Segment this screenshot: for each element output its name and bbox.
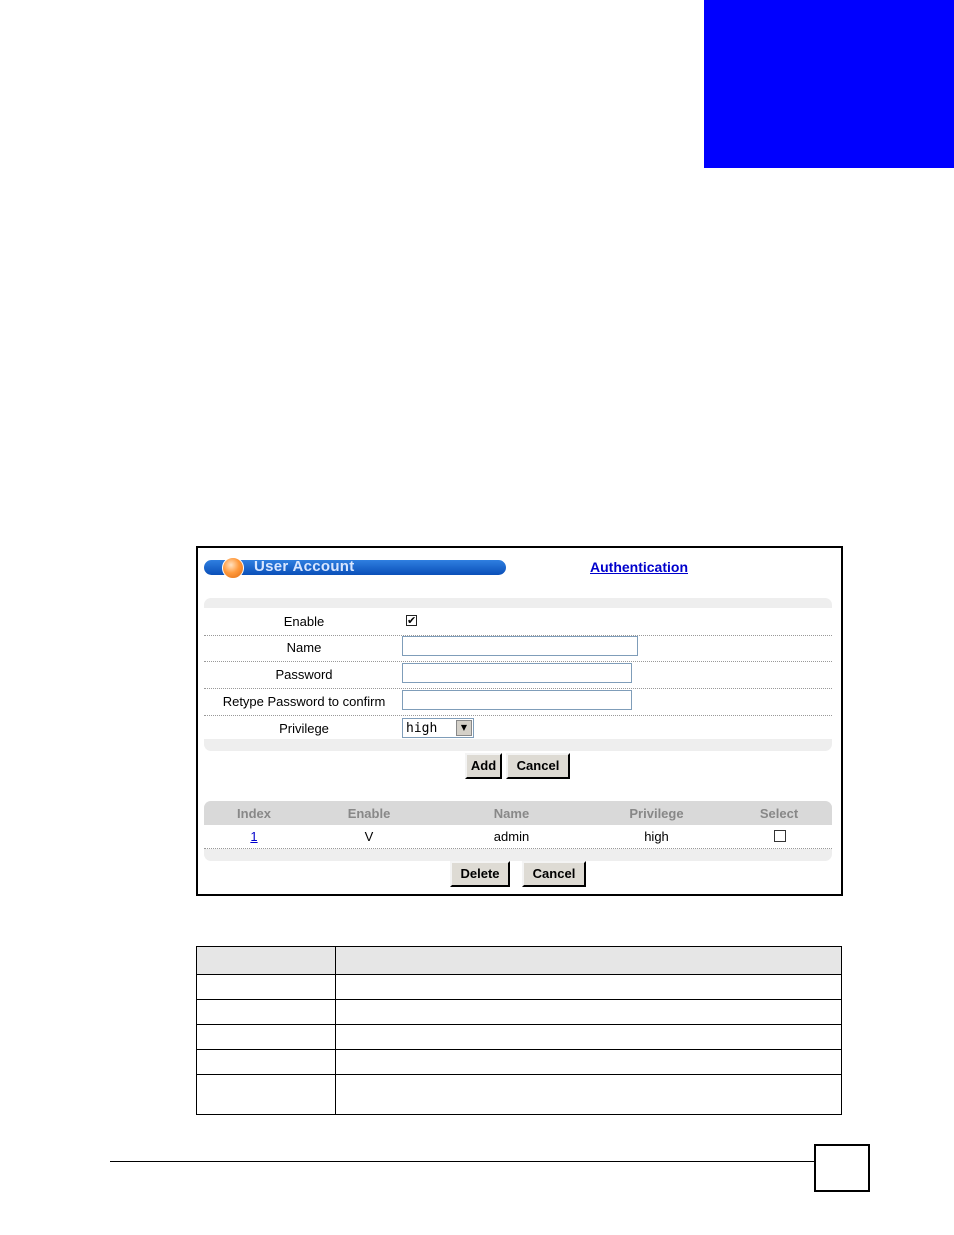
row-select-checkbox[interactable] [774, 830, 786, 842]
password-label: Password [275, 667, 333, 682]
check-icon: ✔ [407, 614, 417, 627]
chevron-down-icon[interactable]: ▼ [456, 720, 472, 736]
row-index-link[interactable]: 1 [250, 829, 258, 844]
retype-password-label: Retype Password to confirm [222, 694, 386, 709]
privilege-select[interactable] [402, 718, 474, 738]
field-description-table [196, 946, 842, 1115]
table-row [204, 825, 832, 849]
form-cancel-button[interactable]: Cancel [506, 753, 570, 779]
password-input[interactable] [402, 663, 632, 683]
table-row [197, 1000, 842, 1025]
add-button[interactable]: Add [465, 753, 502, 779]
account-form [204, 608, 832, 739]
screen-title: User Account [254, 558, 355, 575]
list-cancel-button[interactable]: Cancel [522, 861, 586, 887]
column-header-privilege: Privilege [629, 806, 684, 821]
enable-label: Enable [283, 614, 325, 629]
privilege-select-value: high [406, 721, 438, 736]
enable-checkbox[interactable] [406, 615, 417, 626]
row-privilege: high [644, 829, 669, 844]
name-label: Name [286, 640, 322, 655]
chapter-title-block [704, 0, 954, 168]
column-header-index: Index [237, 806, 271, 821]
form-row-retype-password [204, 688, 832, 716]
page-number-box [814, 1144, 870, 1192]
account-list-panel [204, 801, 832, 861]
authentication-link[interactable]: Authentication [590, 559, 688, 575]
table-header-row [197, 947, 842, 975]
footer-divider [110, 1161, 814, 1162]
privilege-label: Privilege [279, 721, 329, 736]
table-row [197, 1025, 842, 1050]
account-form-panel [204, 598, 832, 751]
row-enable: V [364, 829, 374, 844]
name-input[interactable] [402, 636, 638, 656]
table-row [197, 1075, 842, 1115]
delete-button[interactable]: Delete [450, 861, 510, 887]
form-row-password [204, 661, 832, 689]
column-header-name: Name [493, 806, 530, 821]
row-name: admin [493, 829, 530, 844]
form-row-name [204, 634, 832, 662]
table-row [197, 975, 842, 1000]
retype-password-input[interactable] [402, 690, 632, 710]
title-bar [204, 560, 506, 575]
user-account-screen [196, 546, 843, 896]
orb-icon [222, 557, 244, 579]
form-row-enable [204, 608, 832, 636]
account-list-header [204, 801, 832, 825]
column-header-enable: Enable [347, 806, 391, 821]
table-row [197, 1050, 842, 1075]
form-row-privilege [204, 715, 832, 742]
column-header-select: Select [759, 806, 799, 821]
